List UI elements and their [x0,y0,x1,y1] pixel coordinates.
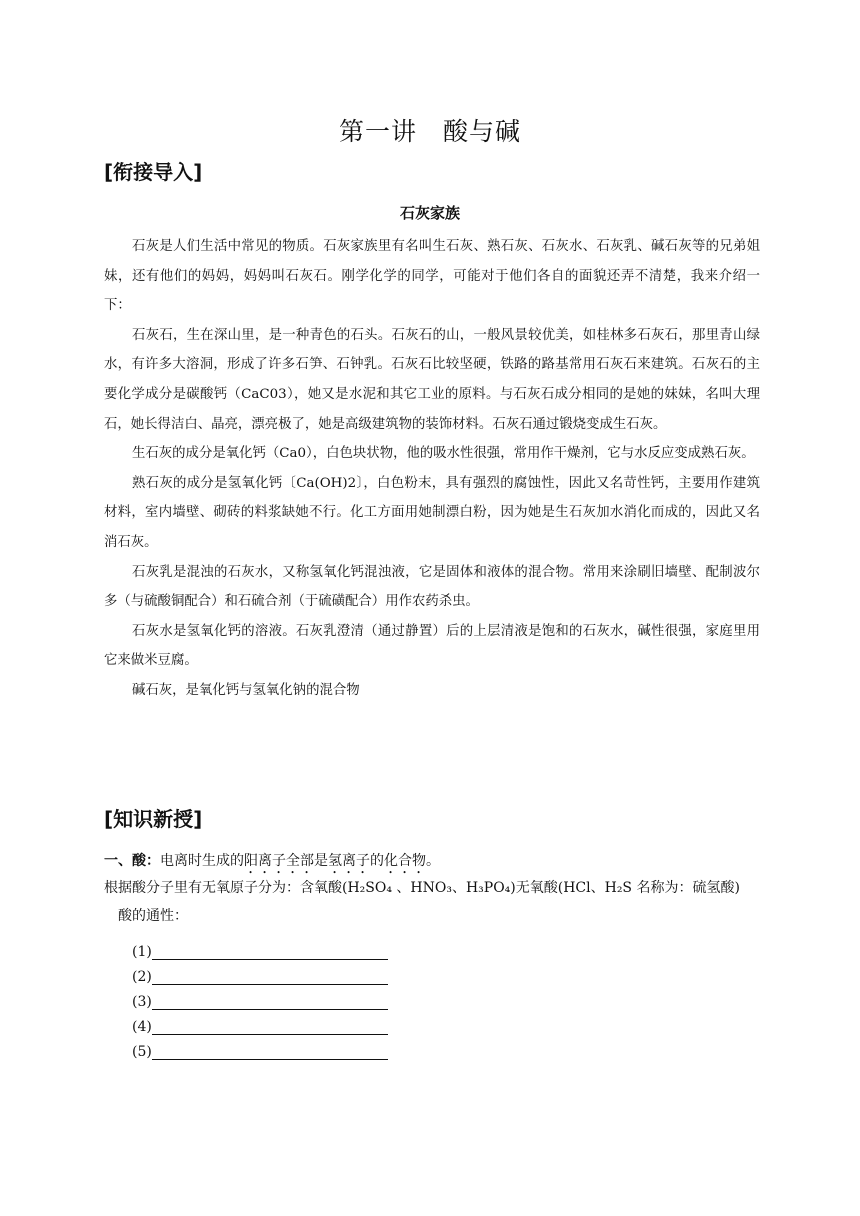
acid-def-emphasis: 阳离子全部 [244,853,314,869]
blank-row [132,960,388,985]
article-paragraph: 石灰乳是混浊的石灰水，又称氢氧化钙混浊液，它是固体和液体的混合物。常用来涂刷旧墙壁、配制波尔多（与硫酸铜配合）和石硫合剂（于硫磺配合）用作农药杀虫。 [104,564,760,610]
acid-def-text: 电离时生成的 [160,853,244,869]
article-paragraph: 碱石灰，是氧化钙与氢氧化钠的混合物 [132,682,360,698]
fill-in-blanks [132,935,388,1060]
acid-def-text: 是 [314,853,328,869]
acid-classification: 根据酸分子里有无氧原子分为：含氧酸(H₂SO₄ 、HNO₃、H₃PO₄)无氧酸(HCl、H₂S 名称为：硫氢酸) [104,880,740,896]
blank-line [152,1018,388,1035]
acid-def-text: 的 [370,853,384,869]
acid-def-emphasis: 氢离子 [328,853,370,869]
acid-def-emphasis: 化合物 [384,853,426,869]
blank-row [132,1010,388,1035]
article-paragraph: 石灰石，生在深山里，是一种青色的石头。石灰石的山，一般风景较优美，如桂林多石灰石，那里青山绿水，有许多大溶洞，形成了许多石笋、石钟乳。石灰石比较坚硬，铁路的路基常用石灰石来建筑。石灰石的主要化学成分是碳酸钙（CaC03），她又是水泥和其它工业的原料。与石灰石成分相同的是她的妹妹，名叫大理石，她长得洁白、晶亮，漂亮极了，她是高级建筑物的装饰材料。石灰石通过锻烧变成生石灰。 [104,327,760,432]
acid-def-text: 。 [426,853,440,869]
blank-number: (3) [132,994,152,1010]
section-heading-new-knowledge: [知识新授] [104,807,203,831]
article-paragraph: 生石灰的成分是氧化钙（Ca0），白色块状物，他的吸水性很强，常用作干燥剂，它与水反应变成熟石灰。 [132,446,755,462]
blank-row [132,935,388,960]
blank-row [132,1035,388,1060]
blank-line [152,968,388,985]
article-paragraph: 熟石灰的成分是氢氧化钙〔Ca(OH)2〕，白色粉末，具有强烈的腐蚀性，因此又名苛性钙，主要用作建筑材料，室内墙壁、砌砖的料浆缺她不行。化工方面用她制漂白粉，因为她是生石灰加水消化而成的，因此又名消石灰。 [104,475,760,550]
blank-number: (2) [132,969,152,985]
acid-definition [104,848,440,877]
acid-common-properties-label: 酸的通性： [118,908,188,924]
blank-number: (1) [132,944,152,960]
article-paragraph: 石灰是人们生活中常见的物质。石灰家族里有名叫生石灰、熟石灰、石灰水、石灰乳、碱石灰等的兄弟姐妹，还有他们的妈妈，妈妈叫石灰石。刚学化学的同学，可能对于他们各自的面貌还弄不清楚，我来介绍一下： [104,239,760,314]
section-heading-intro: [衔接导入] [104,160,203,184]
article-paragraph: 石灰水是氢氧化钙的溶液。石灰乳澄清（通过静置）后的上层清液是饱和的石灰水，碱性很强，家庭里用它来做米豆腐。 [104,623,760,669]
acid-label: 一、酸： [104,853,160,869]
blank-line [152,943,388,960]
article-title: 石灰家族 [399,204,460,222]
blank-row [132,985,388,1010]
blank-number: (4) [132,1019,152,1035]
blank-number: (5) [132,1044,152,1060]
page-title: 第一讲 酸与碱 [338,117,521,146]
blank-line [152,1043,388,1060]
article-body [104,232,760,706]
blank-line [152,993,388,1010]
